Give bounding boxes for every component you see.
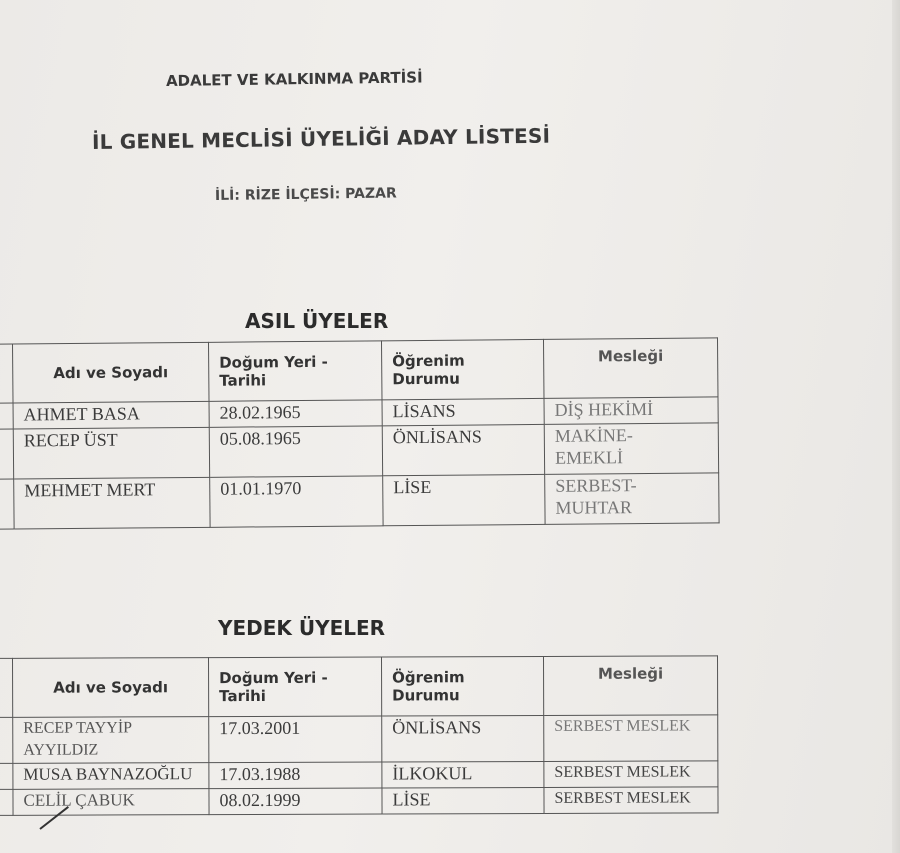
education-cell: LİSE [382, 787, 544, 814]
education-cell: ÖNLİSANS [382, 424, 544, 475]
job-column-header: Mesleği [543, 338, 718, 399]
party-name: ADALET VE KALKINMA PARTİSİ [165, 68, 423, 90]
name-cell: CELİL ÇABUK [13, 789, 209, 816]
yedek-uyeler-heading: YEDEK ÜYELER [218, 616, 386, 640]
table-row [0, 473, 719, 530]
document-title: İL GENEL MECLİSİ ÜYELİĞİ ADAY LİSTESİ [91, 123, 551, 154]
name-column-header: Adı ve Soyadı [13, 658, 209, 718]
asil-uyeler-heading: ASIL ÜYELER [245, 309, 389, 333]
page-edge [892, 0, 900, 853]
job-cell: SERBEST MESLEK [544, 787, 718, 814]
table-row [0, 423, 719, 480]
row-number-cell [0, 479, 14, 529]
row-number-cell [0, 763, 13, 789]
education-cell: İLKOKUL [382, 761, 544, 788]
education-cell: LİSE [383, 474, 545, 525]
birth-cell: 01.01.1970 [210, 476, 383, 528]
table-row [0, 715, 718, 764]
name-cell: MUSA BAYNAZOĞLU [13, 763, 209, 790]
job-column-header: Mesleği [543, 656, 717, 716]
birth-cell: 17.03.1988 [209, 762, 382, 789]
asil-uyeler-table [0, 337, 720, 530]
name-cell: RECEP TAYYİP AYYILDIZ [13, 717, 209, 764]
row-number-header [0, 344, 13, 403]
birth-column-header: Doğum Yeri - Tarihi [209, 657, 382, 717]
education-cell: LİSANS [382, 398, 544, 425]
table-row [0, 761, 718, 790]
job-cell: SERBEST MESLEK [544, 715, 718, 762]
yedek-uyeler-table [0, 655, 719, 816]
education-column-header: Öğrenim Durumu [381, 339, 544, 399]
table-header-row [0, 338, 718, 404]
row-number-header [0, 658, 13, 717]
row-number-cell [0, 429, 14, 479]
birth-column-header: Doğum Yeri - Tarihi [208, 341, 382, 402]
birth-cell: 05.08.1965 [209, 426, 382, 478]
name-column-header: Adı ve Soyadı [13, 342, 210, 403]
name-cell: MEHMET MERT [14, 477, 210, 529]
education-cell: ÖNLİSANS [382, 715, 544, 762]
job-cell: DİŞ HEKİMİ [544, 397, 718, 425]
table-header-row [0, 656, 718, 718]
job-cell: MAKİNE- EMEKLİ [544, 423, 718, 475]
education-column-header: Öğrenim Durumu [381, 656, 543, 716]
birth-cell: 17.03.2001 [209, 716, 382, 763]
row-number-cell [0, 717, 13, 763]
name-cell: RECEP ÜST [13, 427, 209, 479]
row-number-cell [0, 403, 13, 429]
birth-cell: 28.02.1965 [209, 400, 382, 428]
location-line: İLİ: RİZE İLÇESİ: PAZAR [214, 185, 397, 204]
birth-cell: 08.02.1999 [209, 788, 382, 815]
job-cell: SERBEST- MUHTAR [545, 473, 719, 525]
row-number-cell [0, 789, 13, 815]
table-row [0, 787, 718, 816]
name-cell: AHMET BASA [13, 401, 209, 429]
job-cell: SERBEST MESLEK [544, 761, 718, 788]
